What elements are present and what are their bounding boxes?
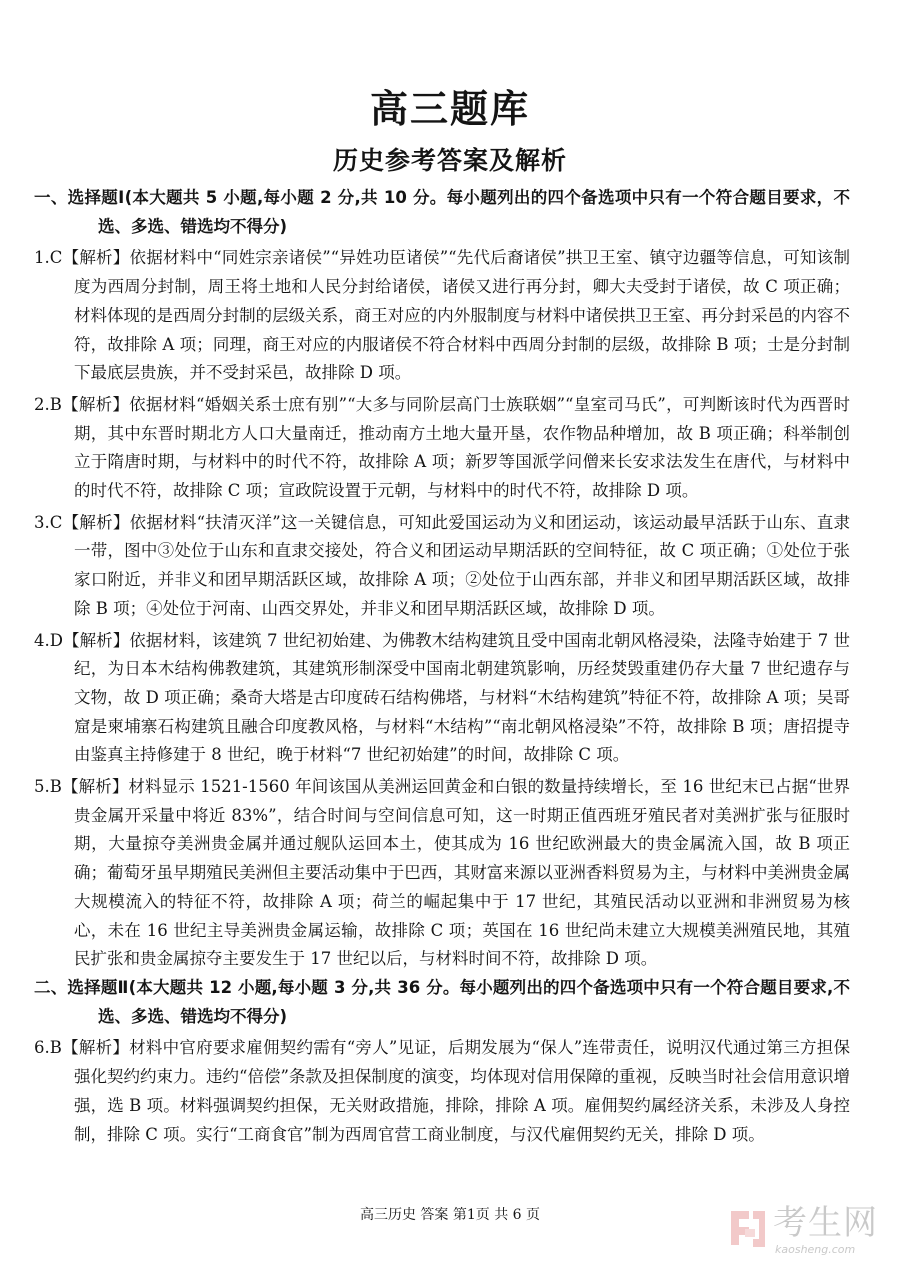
item-tag: 【解析】 xyxy=(62,630,130,650)
item-explanation: 依据材料“婚姻关系士庶有别”“大多与同阶层高门士族联姻”“皇室司马氏”，可判断该时代为西晋时期，其中东晋时期北方人口大量南迁，推动南方土地大量开垦，农作物品种增加，故 B 项正确；科举制创立于隋唐时期，与材料中的时代不符，故排除 A 项；新罗等国派学问僧来长安求法发生在唐代，与材料中的时代不符，故排除 C 项；宣政院设置于元朝，与材料中的时代不符，故排除 D 项。 xyxy=(74,394,850,501)
item-explanation: 依据材料，该建筑 7 世纪初始建、为佛教木结构建筑且受中国南北朝风格浸染，法隆寺始建于 7 世纪，为日本木结构佛教建筑，其建筑形制深受中国南北朝建筑影响，历经焚毁重建仍存大量 7 世纪遗存与文物，故 D 项正确；桑奇大塔是古印度砖石结构佛塔，与材料“木结构建筑”特征不符，故排除 A 项；吴哥窟是柬埔寨石构建筑且融合印度教风格，与材料“木结构”“南北朝风格浸染”不符，故排除 B 项；唐招提寺由鉴真主持修建于 8 世纪，晚于材料“7 世纪初始建”的时间，故排除 C 项。 xyxy=(74,630,850,765)
item-number: 4. xyxy=(34,630,50,650)
item-tag: 【解析】 xyxy=(62,512,130,532)
item-tag: 【解析】 xyxy=(61,394,130,414)
item-explanation: 材料中官府要求雇佣契约需有“旁人”见证，后期发展为“保人”连带责任，说明汉代通过第三方担保强化契约约束力。违约“倍偿”条款及担保制度的演变，均体现对信用保障的重视，反映当时社会信用意识增强，选 B 项。材料强调契约担保，无关财政措施，排除，排除 A 项。雇佣契约属经济关系，未涉及人身控制，排除 C 项。实行“工商食官”制为西周官营工商业制度，与汉代雇佣契约无关，排除 D 项。 xyxy=(74,1038,850,1144)
item-answer: B xyxy=(49,1038,62,1058)
item-answer: D xyxy=(49,630,63,650)
answer-item-1 xyxy=(34,244,850,388)
item-explanation: 材料显示 1521-1560 年间该国从美洲运回黄金和白银的数量持续增长，至 16 世纪末已占据“世界贵金属开采量中将近 83%”，结合时间与空间信息可知，这一时期正值西班牙殖民者对美洲扩张与征服时期，大量掠夺美洲贵金属并通过舰队运回本土，使其成为 16 世纪欧洲最大的贵金属流入国，故 B 项正确；葡萄牙虽早期殖民美洲但主要活动集中于巴西，其财富来源以亚洲香料贸易为主，与材料中美洲贵金属大规模流入的特征不符，故排除 A 项；荷兰的崛起集中于 17 世纪，其殖民活动以亚洲和非洲贸易为核心，未在 16 世纪主导美洲贵金属运输，故排除 C 项；英国在 16 世纪尚未建立大规模美洲殖民地，其殖民扩张和贵金属掠夺主要发生于 17 世纪以后，与材料时间不符，故排除 D 项。 xyxy=(74,777,851,969)
item-tag: 【解析】 xyxy=(61,777,129,797)
item-explanation: 依据材料中“同姓宗亲诸侯”“异姓功臣诸侯”“先代后裔诸侯”拱卫王室、镇守边疆等信息，可知该制度为西周分封制，周王将土地和人民分封给诸侯，诸侯又进行再分封，卿大夫受封于诸侯，故 C 项正确；材料体现的是西周分封制的层级关系，商王对应的内外服制度与材料中诸侯拱卫王室、再分封采邑的内容不符，故排除 A 项；同理，商王对应的内服诸侯不符合材料中西周分封制的层级，故排除 B 项；士是分封制下最底层贵族，并不受封采邑，故排除 D 项。 xyxy=(74,248,850,383)
section-heading-1: 一、选择题Ⅰ(本大题共 5 小题,每小题 2 分,共 10 分。每小题列出的四个备选项中只有一个符合题目要求，不选、多选、错选均不得分) xyxy=(34,188,850,236)
item-number: 3. xyxy=(34,512,50,532)
item-answer: C xyxy=(49,248,63,268)
watermark-text: 考生网 xyxy=(773,1203,878,1243)
page-footer: 高三历史 答案 第1页 共 6 页 xyxy=(359,1207,541,1223)
section-heading-2: 二、选择题Ⅱ(本大题共 12 小题,每小题 3 分,共 36 分。每小题列出的四个备选项中只有一个符合题目要求,不选、多选、错选均不得分) xyxy=(34,977,850,1026)
answer-item-5 xyxy=(34,773,850,974)
item-answer: C xyxy=(49,512,63,532)
item-answer: B xyxy=(49,394,62,414)
item-explanation: 依据材料“扶清灭洋”这一关键信息，可知此爱国运动为义和团运动，该运动最早活跃于山东、直隶一带，图中③处位于山东和直隶交接处，符合义和团运动早期活跃的空间特征，故 C 项正确；①处位于张家口附近，并非义和团早期活跃区域，故排除 A 项；②处位于山西东部，并非义和团早期活跃区域，故排除 B 项；④处位于河南、山西交界处，并非义和团早期活跃区域，故排除 D 项。 xyxy=(74,512,851,618)
answer-item-6 xyxy=(34,1034,850,1149)
page-subtitle: 历史参考答案及解析 xyxy=(332,146,567,175)
answer-item-2 xyxy=(34,391,850,506)
item-number: 2. xyxy=(34,394,50,414)
answer-item-3 xyxy=(34,509,850,624)
item-tag: 【解析】 xyxy=(61,1038,130,1058)
answer-content xyxy=(34,184,850,1149)
watermark-url: kaosheng.com xyxy=(775,1243,856,1256)
item-tag: 【解析】 xyxy=(62,248,130,268)
answer-item-4 xyxy=(34,627,850,771)
item-number: 1. xyxy=(34,248,50,268)
kaosheng-logo-icon xyxy=(727,1205,769,1253)
item-number: 6. xyxy=(34,1038,50,1058)
page-title: 高三题库 xyxy=(369,87,530,131)
item-number: 5. xyxy=(34,777,50,797)
item-answer: B xyxy=(49,777,62,797)
watermark xyxy=(727,1203,897,1263)
